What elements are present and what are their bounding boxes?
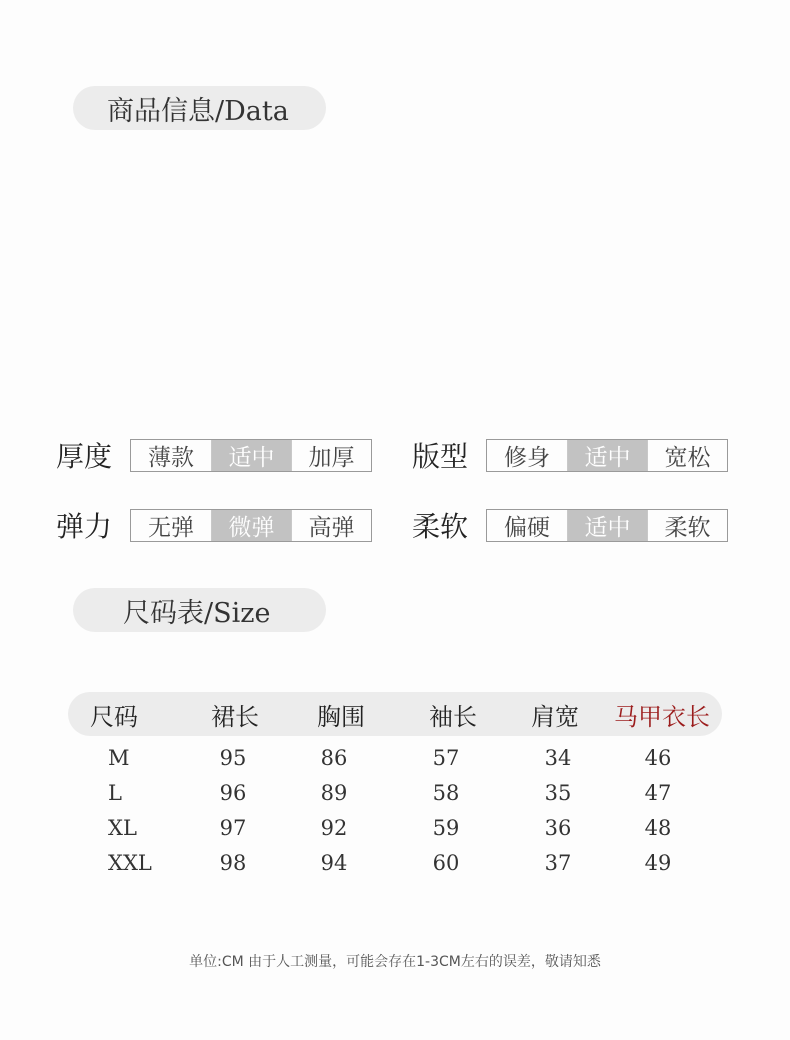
section-title-size (73, 588, 326, 632)
table-cell: 96 (219, 780, 247, 805)
table-cell: 98 (219, 850, 247, 875)
header-cell-bust: 胸围 (317, 702, 365, 731)
attr-row-softness (412, 505, 728, 545)
attr-option: 无弹 (148, 514, 194, 541)
table-cell: 49 (644, 850, 672, 875)
header-cell-sleeve: 袖长 (429, 702, 477, 731)
header-cell-length: 裙长 (211, 702, 259, 731)
table-row (0, 740, 790, 775)
table-cell: 60 (432, 850, 460, 875)
table-cell: 35 (544, 780, 572, 805)
table-cell: 94 (320, 850, 348, 875)
attr-label: 柔软 (412, 510, 469, 543)
attr-options (486, 439, 728, 472)
attr-option-selected: 适中 (211, 440, 291, 471)
table-cell: 92 (320, 815, 348, 840)
attr-label: 弹力 (56, 510, 113, 543)
table-row (0, 845, 790, 880)
table-cell: 86 (320, 745, 348, 770)
attr-label: 厚度 (56, 440, 113, 473)
table-cell: 36 (544, 815, 572, 840)
table-cell-size: XXL (108, 850, 152, 875)
attr-option: 薄款 (148, 444, 194, 471)
table-cell: 48 (644, 815, 672, 840)
attr-option: 加厚 (291, 440, 371, 471)
attr-option: 修身 (504, 444, 550, 471)
table-row (0, 810, 790, 845)
attr-label: 版型 (412, 440, 469, 473)
attr-row-thickness (56, 435, 372, 475)
attr-row-fit (412, 435, 728, 475)
attr-options (130, 439, 372, 472)
attr-options (130, 509, 372, 542)
table-cell: 46 (644, 745, 672, 770)
attr-option: 宽松 (647, 440, 727, 471)
section-title-data-text: 商品信息/Data (107, 95, 289, 127)
table-cell: 59 (432, 815, 460, 840)
table-cell: 37 (544, 850, 572, 875)
table-cell: 57 (432, 745, 460, 770)
table-cell: 34 (544, 745, 572, 770)
section-title-size-text: 尺码表/Size (123, 597, 271, 629)
table-cell: 58 (432, 780, 460, 805)
table-cell-size: M (108, 745, 130, 770)
attr-options (486, 509, 728, 542)
table-cell-size: L (108, 780, 122, 805)
table-cell: 97 (219, 815, 247, 840)
table-row (0, 775, 790, 810)
attr-option-selected: 适中 (567, 510, 647, 541)
attr-option-selected: 微弹 (211, 510, 291, 541)
header-cell-vest-length: 马甲衣长 (614, 702, 710, 731)
attr-option-selected: 适中 (567, 440, 647, 471)
section-title-data (73, 86, 326, 130)
header-cell-size: 尺码 (90, 702, 138, 731)
attr-row-elasticity (56, 505, 372, 545)
table-cell: 95 (219, 745, 247, 770)
attr-option: 高弹 (291, 510, 371, 541)
measurement-note: 单位:CM 由于人工测量，可能会存在1-3CM左右的误差，敬请知悉 (189, 954, 601, 970)
table-cell-size: XL (108, 815, 137, 840)
attr-option: 偏硬 (504, 514, 550, 541)
table-cell: 89 (320, 780, 348, 805)
attr-option: 柔软 (647, 510, 727, 541)
header-cell-shoulder: 肩宽 (531, 702, 579, 731)
table-cell: 47 (644, 780, 672, 805)
